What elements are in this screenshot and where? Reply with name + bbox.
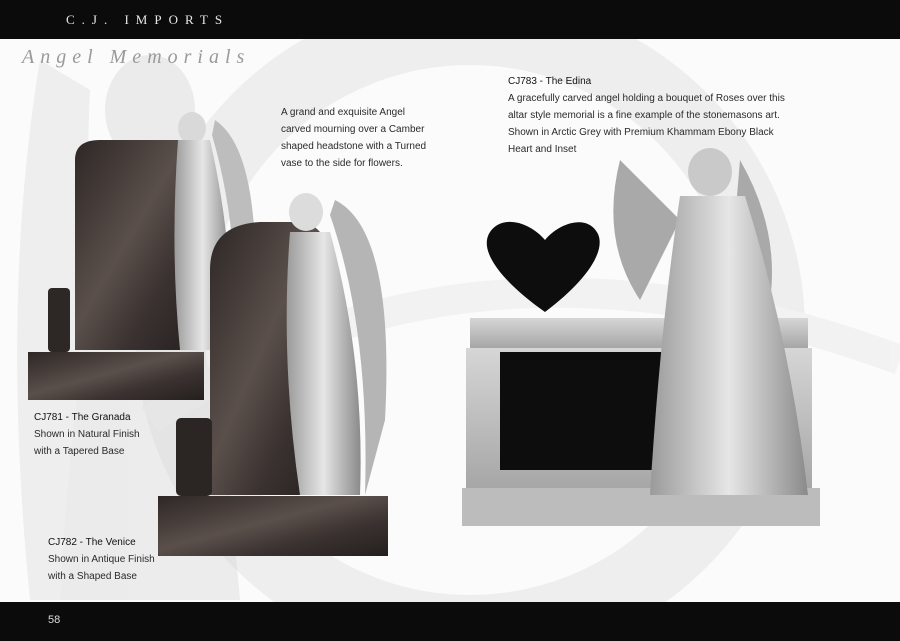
granada-caption [34, 409, 140, 460]
header-bar [0, 0, 900, 39]
product-detail: A gracefully carved angel holding a bouquet of Roses over this [508, 93, 785, 104]
venice-description [281, 104, 426, 172]
product-detail: Shown in Arctic Grey with Premium Khammam Ebony Black [508, 127, 774, 138]
footer-bar [0, 602, 900, 641]
product-detail: Shown in Antique Finish [48, 554, 155, 565]
product-detail: with a Shaped Base [48, 571, 137, 582]
product-detail: Shown in Natural Finish [34, 429, 140, 440]
product-code: CJ782 - The Venice [48, 537, 136, 548]
edina-caption [508, 73, 785, 158]
description-line: A grand and exquisite Angel [281, 107, 405, 118]
product-detail: Heart and Inset [508, 144, 577, 155]
product-code: CJ783 - The Edina [508, 76, 592, 87]
description-line: vase to the side for flowers. [281, 158, 403, 169]
description-line: carved mourning over a Camber [281, 124, 425, 135]
section-title: Angel Memorials [22, 46, 251, 68]
brand-name: C.J. IMPORTS [66, 12, 230, 27]
product-detail: altar style memorial is a fine example of the stonemasons art. [508, 110, 780, 121]
product-code: CJ781 - The Granada [34, 412, 131, 423]
venice-caption [48, 534, 155, 585]
page-number: 58 [48, 614, 61, 626]
product-detail: with a Tapered Base [34, 446, 125, 457]
description-line: shaped headstone with a Turned [281, 141, 427, 152]
